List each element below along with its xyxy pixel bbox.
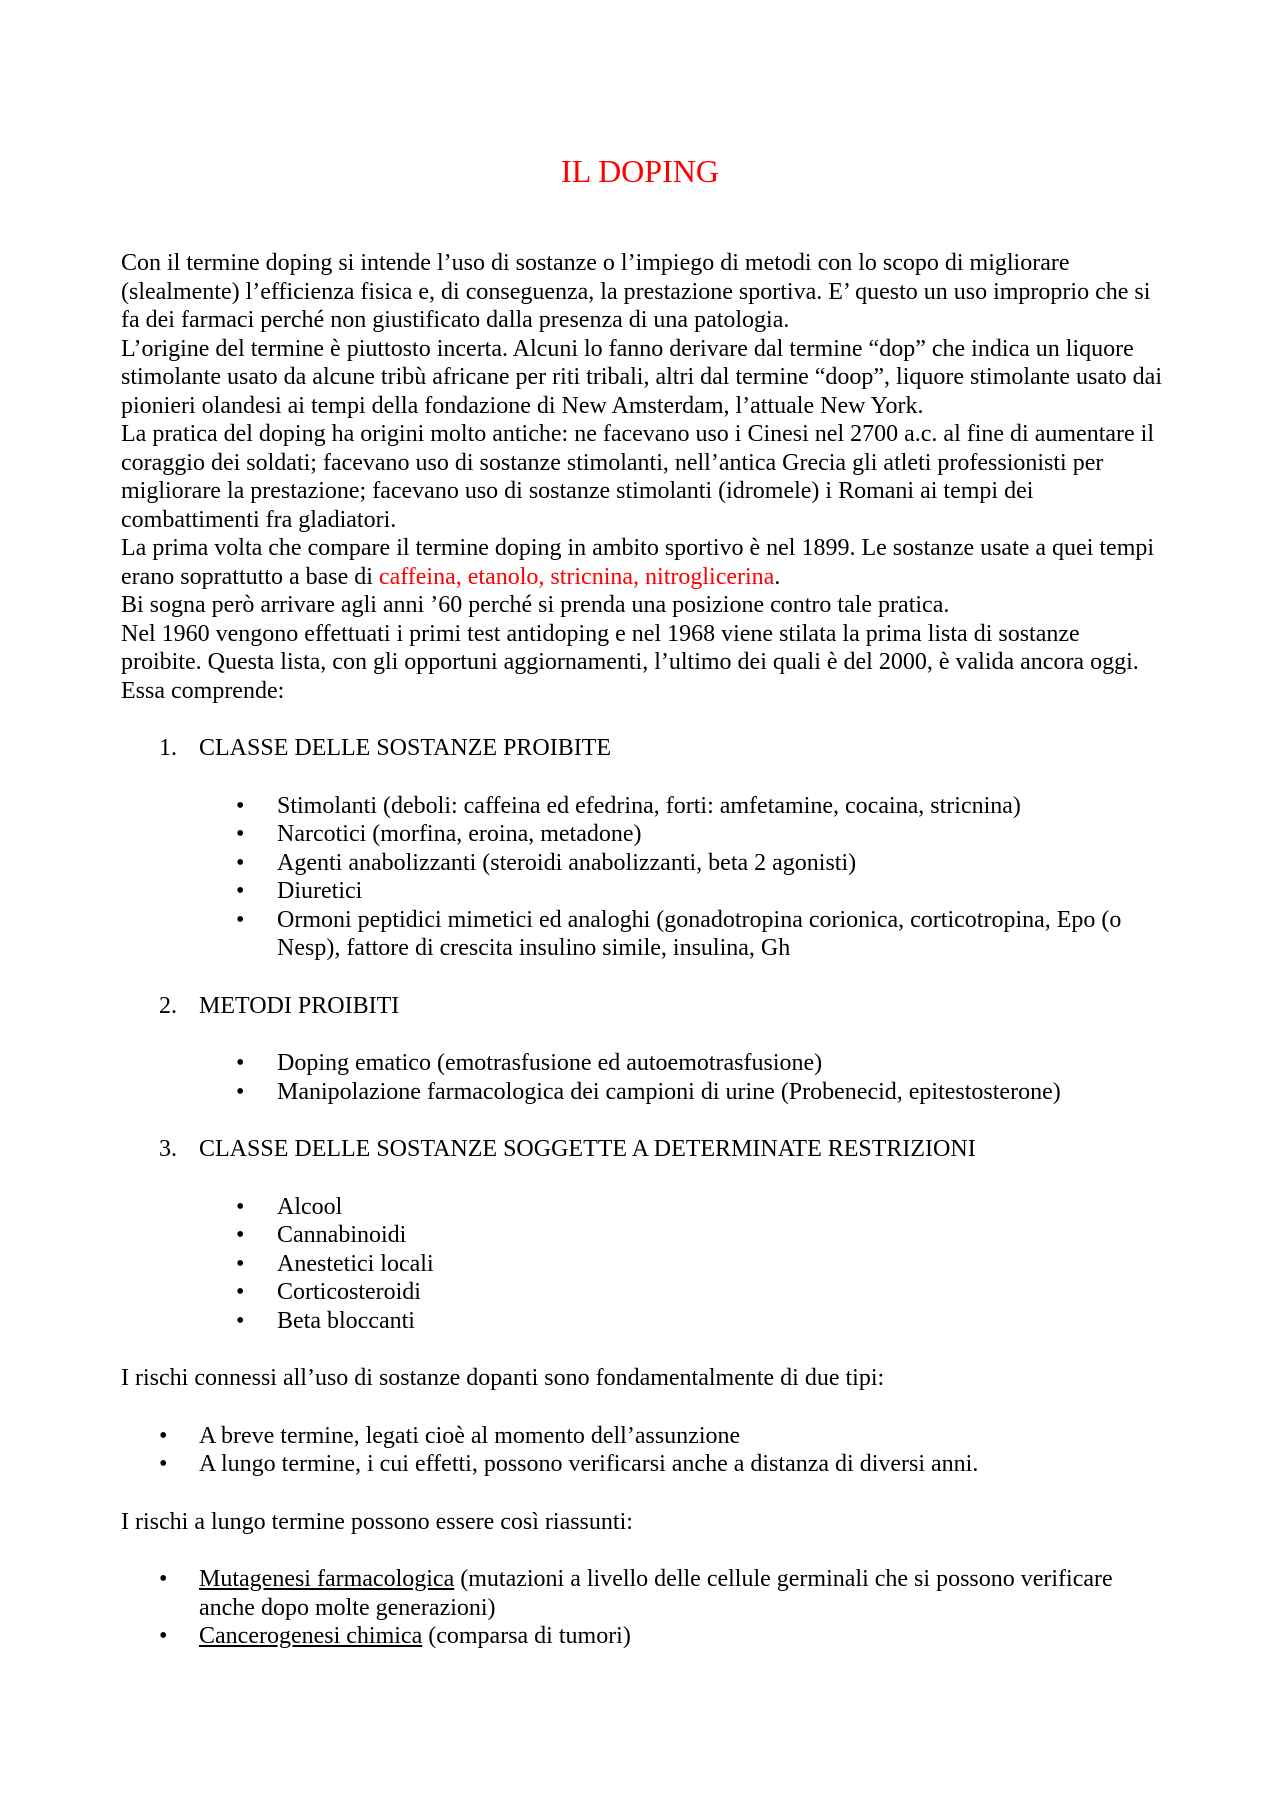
section-number: 3. — [159, 1136, 177, 1162]
section-3 — [121, 1135, 1166, 1335]
list-item — [121, 1622, 1166, 1651]
section-heading: CLASSE DELLE SOSTANZE SOGGETTE A DETERMINATE RESTRIZIONI — [199, 1136, 976, 1162]
section-1 — [121, 734, 1166, 963]
highlighted-substances: caffeina, etanolo, stricnina, nitroglicerina — [378, 563, 775, 590]
paragraph-history: La pratica del doping ha origini molto antiche: ne facevano uso i Cinesi nel 2700 a.c. al fine di aumentare il coraggio dei soldati; facevano uso di sostanze stimolanti, nell’antica Grecia gli atleti professionisti per migliorare la prestazione; facevano uso di sostanze stimolanti (idromele) i Romani ai tempi dei combattimenti fra gladiatori. — [121, 421, 1154, 533]
section-number: 1. — [159, 735, 177, 761]
description: (mutazioni a livello delle cellule germinali che si possono verificare anche dopo molte generazioni) — [199, 1566, 1113, 1621]
document-title: IL DOPING — [561, 153, 719, 189]
paragraph-definition: Con il termine doping si intende l’uso di sostanze o l’impiego di metodi con lo scopo di migliorare (slealmente) l’efficienza fisica e, di conseguenza, la prestazione sportiva. E’ questo un uso improprio che si fa dei farmaci perché non giustificato dalla presenza di una patologia. — [121, 250, 1151, 333]
list-item: • Agenti anabolizzanti (steroidi anabolizzanti, beta 2 agonisti) — [121, 849, 1166, 878]
section-heading: CLASSE DELLE SOSTANZE PROIBITE — [199, 735, 612, 761]
list-item: • Stimolanti (deboli: caffeina ed efedrina, forti: amfetamine, cocaina, stricnina) — [121, 792, 1166, 821]
section-number: 2. — [159, 992, 177, 1019]
section-heading: METODI PROIBITI — [199, 992, 400, 1019]
paragraph-origin: L’origine del termine è piuttosto incerta. Alcuni lo fanno derivare dal termine “dop” che indica un liquore stimolante usato da alcune tribù africane per riti tribali, altri dal termine “doop”, liquore stimolante usato dai pionieri olandesi ai tempi della fondazione di New Amsterdam, l’attuale New York. — [121, 335, 1162, 419]
paragraph-tests: Nel 1960 vengono effettuati i primi test antidoping e nel 1968 viene stilata la prima lista di sostanze proibite. Questa lista, con gli opportuni aggiornamenti, l’ultimo dei quali è del 2000, è valida ancora oggi. Essa comprende: — [121, 620, 1139, 704]
text: La prima volta che compare il termine doping in ambito sportivo è nel 1899. Le sostanze usate a quei tempi erano soprattutto a base di — [121, 535, 1155, 590]
list-item: • Doping ematico (emotrasfusione ed autoemotrasfusione) — [121, 1049, 1166, 1078]
text: . — [774, 563, 781, 590]
section-2 — [121, 992, 1166, 1107]
list-item: • Diuretici — [121, 877, 1166, 906]
description: (comparsa di tumori) — [422, 1623, 631, 1649]
list-item: • Manipolazione farmacologica dei campioni di urine (Probenecid, epitestosterone) — [121, 1078, 1166, 1107]
list-item: • Beta bloccanti — [121, 1307, 1166, 1336]
list-item: • A breve termine, legati cioè al momento dell’assunzione — [121, 1422, 1166, 1451]
list-item — [121, 1565, 1166, 1622]
paragraph-1899 — [121, 534, 1166, 591]
term: Mutagenesi farmacologica — [199, 1566, 455, 1592]
list-item: • Corticosteroidi — [121, 1278, 1166, 1307]
long-risks-intro: I rischi a lungo termine possono essere così riassunti: — [121, 1508, 633, 1535]
document-body — [121, 249, 1166, 1651]
list-item: • A lungo termine, i cui effetti, possono verificarsi anche a distanza di diversi anni. — [121, 1450, 1166, 1479]
risks-intro: I rischi connessi all’uso di sostanze dopanti sono fondamentalmente di due tipi: — [121, 1365, 885, 1391]
term: Cancerogenesi chimica — [199, 1623, 423, 1649]
list-item: • Ormoni peptidici mimetici ed analoghi (gonadotropina corionica, corticotropina, Epo (o Nesp), fattore di crescita insulino simile, insulina, Gh — [121, 906, 1166, 963]
list-item: • Cannabinoidi — [121, 1221, 1166, 1250]
list-item: • Alcool — [121, 1193, 1166, 1222]
list-item: • Narcotici (morfina, eroina, metadone) — [121, 820, 1166, 849]
paragraph-sixties: Bi sogna però arrivare agli anni ’60 perché si prenda una posizione contro tale pratica. — [121, 592, 950, 618]
list-item: • Anestetici locali — [121, 1250, 1166, 1279]
